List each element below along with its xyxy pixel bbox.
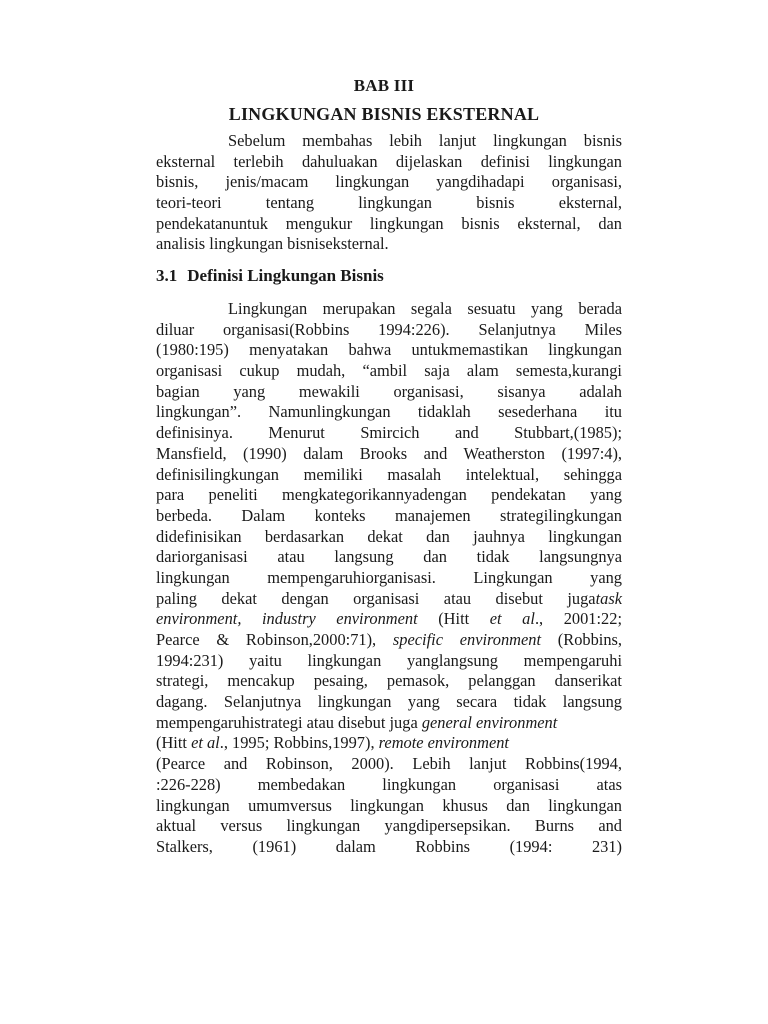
text-line [156,485,622,506]
text-line [156,547,622,568]
text-segment: didefinisikan berdasarkan dekat dan jauhnya lingkungan [156,526,622,546]
text-segment: bisnis, jenis/macam lingkungan yangdihadapi organisasi, [156,172,622,192]
text-segment: Stalkers, (1961) dalam Robbins (1994: 231) [156,836,622,856]
text-segment: aktual versus lingkungan yangdipersepsikan. Burns and [156,816,622,836]
text-segment: definisilingkungan memiliki masalah intelektual, sehingga [156,464,622,484]
section-title: Definisi Lingkungan Bisnis [187,266,384,285]
text-line [156,340,622,361]
text-segment: dariorganisasi atau langsung dan tidak langsungnya [156,547,622,567]
text-line [156,692,622,713]
text-segment: paling dekat dengan organisasi atau disebut juga [156,588,596,608]
text-segment: (1980:195) menyatakan bahwa untukmemastikan lingkungan [156,340,622,360]
italic-text: et al [489,609,535,629]
text-line [156,382,622,403]
text-line [156,754,622,775]
text-segment: (Hitt [156,733,192,753]
text-line [156,506,622,527]
text-line [156,816,622,837]
text-line [156,713,622,734]
text-segment: eksternal terlebih dahuluakan dijelaskan definisi lingkungan [156,151,622,171]
italic-text: et al [191,733,220,753]
text-segment: berbeda. Dalam konteks manajemen strategilingkungan [156,505,622,525]
text-segment: (Hitt [417,609,490,629]
text-line [156,568,622,589]
text-line [156,423,622,444]
italic-text: environment, industry environment [156,609,418,629]
text-segment: Pearce & Robinson,2000:71), [156,630,393,649]
italic-text: general environment [421,712,558,732]
text-line [156,775,622,796]
chapter-title: LINGKUNGAN BISNIS EKSTERNAL [228,104,540,124]
text-line [156,589,622,610]
text-segment: (Pearce and Robinson, 2000). Lebih lanjut Robbins(1994, [156,754,622,774]
text-segment: Lingkungan merupakan segala sesuatu yang berada [228,299,622,318]
text-segment: ., 2001:22; [534,609,622,629]
text-line [156,402,622,423]
text-line [156,214,622,235]
text-segment: lingkungan mempengaruhiorganisasi. Lingkungan yang [156,567,622,587]
text-segment: lingkungan umumversus lingkungan khusus dan lingkungan [156,795,622,815]
text-line [156,733,622,754]
section-number: 3.1 [156,266,178,285]
intro-paragraph [156,131,622,255]
text-line [156,152,622,173]
text-segment: para peneliti mengkategorikannyadengan pendekatan yang [156,485,622,505]
italic-text: task [595,588,622,608]
text-segment: definisinya. Menurut Smircich and Stubbart,(1985); [156,423,622,443]
section-heading [156,266,384,286]
text-segment: diluar organisasi(Robbins 1994:226). Selanjutnya Miles [156,319,622,339]
text-line [156,320,622,341]
text-line [156,671,622,692]
text-segment: pendekatanuntuk mengukur lingkungan bisnis eksternal, dan [156,213,622,233]
italic-text: remote environment [378,733,509,753]
text-line [156,193,622,214]
text-segment: 1994:231) yaitu lingkungan yanglangsung mempengaruhi [156,650,622,670]
text-segment: dagang. Selanjutnya lingkungan yang secara tidak langsung [156,692,622,712]
text-segment: (Robbins, [541,630,622,649]
text-line [156,131,622,152]
chapter-number: BAB III [353,76,415,95]
text-segment: organisasi cukup mudah, “ambil saja alam semesta,kurangi [156,361,622,381]
text-segment: strategi, mencakup pesaing, pemasok, pelanggan danserikat [156,671,622,691]
text-segment: mempengaruhistrategi atau disebut juga [156,712,422,732]
text-line [156,172,622,193]
text-line [156,444,622,465]
text-segment: lingkungan”. Namunlingkungan tidaklah sesederhana itu [156,402,622,422]
text-line [156,796,622,817]
text-line [156,527,622,548]
text-line [156,299,622,320]
body-paragraph [156,299,622,858]
text-segment: Sebelum membahas lebih lanjut lingkungan bisnis [228,131,622,150]
text-segment: Mansfield, (1990) dalam Brooks and Weatherston (1997:4), [156,443,622,463]
text-segment: analisis lingkungan bisniseksternal. [156,234,389,254]
text-segment: ., 1995; Robbins,1997), [219,733,379,753]
text-line [156,651,622,672]
text-segment: bagian yang mewakili organisasi, sisanya adalah [156,381,622,401]
text-line [156,361,622,382]
text-line [156,630,622,651]
text-line [156,609,622,630]
italic-text: specific environment [392,630,542,649]
text-line [156,465,622,486]
text-segment: teori-teori tentang lingkungan bisnis eksternal, [156,193,622,213]
text-segment: :226-228) membedakan lingkungan organisasi atas [156,774,622,794]
text-line [156,837,622,858]
text-line [156,234,622,255]
